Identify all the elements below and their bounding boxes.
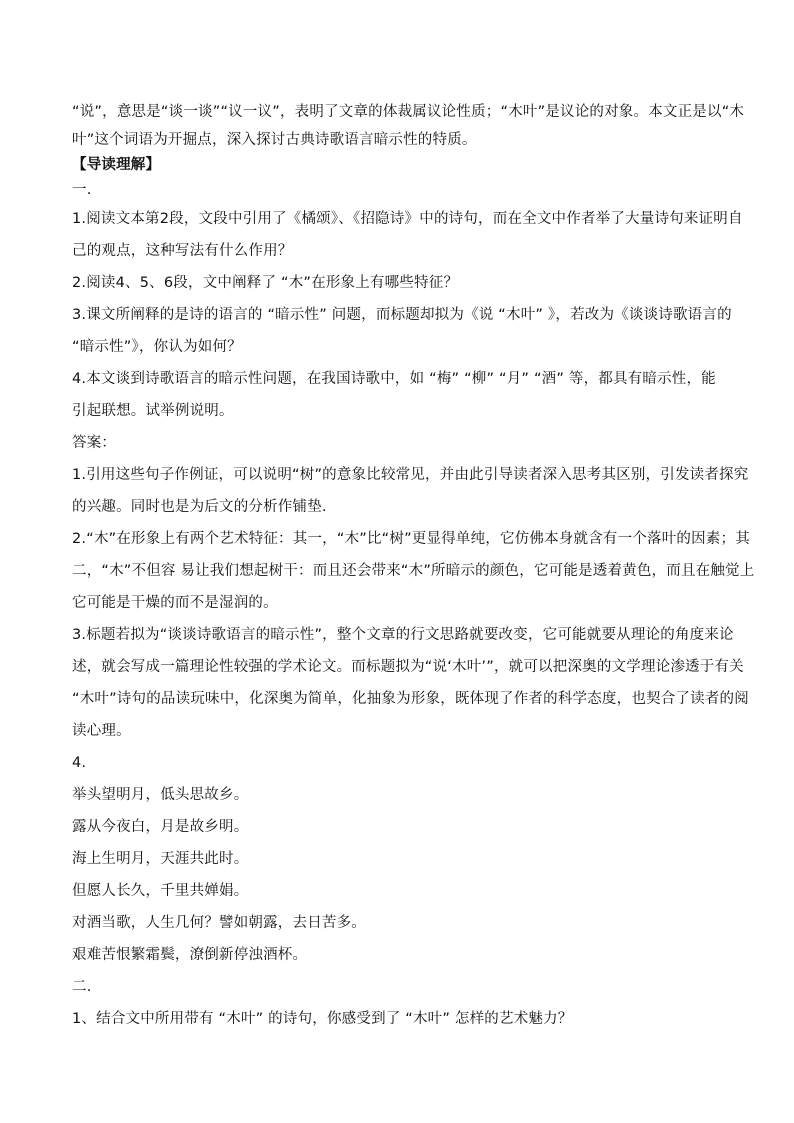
question-3-line-1: 3.课文所阐释的是诗的语言的 “暗示性” 问题，而标题却拟为《说 “木叶” 》，若改为《谈谈诗歌语言的 <box>72 307 732 323</box>
answer-3-line-4: 读心理。 <box>72 723 131 739</box>
answer-4-label: 4. <box>72 755 87 771</box>
part-two-label: 二. <box>72 979 92 995</box>
part-two-question-1: 1、结合文中所用带有 “木叶” 的诗句，你感受到了 “木叶” 怎样的艺术魅力？ <box>72 1011 573 1027</box>
answer-3-line-3: “木叶”诗句的品读玩味中，化深奥为简单，化抽象为形象，既体现了作者的科学态度，也契合了读者的阅 <box>72 691 749 707</box>
poem-line-6: 艰难苦恨繁霜鬓，潦倒新停浊酒杯。 <box>72 947 308 963</box>
document-body <box>72 96 755 1035</box>
poem-line-1: 举头望明月，低头思故乡。 <box>72 787 249 803</box>
question-1-line-2: 己的观点，这种写法有什么作用？ <box>72 243 293 259</box>
poem-line-2: 露从今夜白，月是故乡明。 <box>72 819 249 835</box>
answer-3-line-1: 3.标题若拟为“谈谈诗歌语言的暗示性”，整个文章的行文思路就要改变，它可能就要从理论的角度来论 <box>72 627 734 643</box>
question-3-line-2: “暗示性”》，你认为如何？ <box>72 339 242 355</box>
answer-1-line-2: 的兴趣。同时也是为后文的分析作铺垫. <box>72 499 327 515</box>
intro-line-2: 叶”这个词语为开掘点，深入探讨古典诗歌语言暗示性的特质。 <box>72 132 477 148</box>
poem-line-4: 但愿人长久，千里共婵娟。 <box>72 883 249 899</box>
answer-1-line-1: 1.引用这些句子作例证，可以说明“树”的意象比较常见，并由此引导读者深入思考其区别，引发读者探究 <box>72 467 749 483</box>
poem-line-5: 对酒当歌，人生几何？譬如朝露，去日苦多。 <box>72 915 366 931</box>
question-1-line-1: 1.阅读文本第2段，文段中引用了《橘颂》、《招隐诗》中的诗句，而在全文中作者举了大量诗句来证明自 <box>72 211 743 227</box>
question-4-line-2: 引起联想。试举例说明。 <box>72 403 234 419</box>
section-heading: 【导读理解】 <box>72 157 161 173</box>
intro-line-1: “说”，意思是“谈一谈”“议一议”，表明了文章的体裁属议论性质；“木叶”是议论的对象。本文正是以“木 <box>72 104 745 120</box>
question-4-line-1: 4.本文谈到诗歌语言的暗示性问题，在我国诗歌中，如 “梅” “柳” “月” “酒” 等，都具有暗示性，能 <box>72 371 716 387</box>
part-one-label: 一. <box>72 182 92 198</box>
answer-3-line-2: 述，就会写成一篇理论性较强的学术论文。而标题拟为“说‘木叶’”，就可以把深奥的文学理论渗透于有关 <box>72 659 744 675</box>
answer-label: 答案： <box>72 435 117 451</box>
answer-2-line-1: 2.“木”在形象上有两个艺术特征：其一，“木”比“树”更显得单纯，它仿佛本身就含有一个落叶的因素；其 <box>72 531 750 547</box>
poem-line-3: 海上生明月，天涯共此时。 <box>72 851 249 867</box>
question-2-line-1: 2.阅读4、5、6段，文中阐释了 “木”在形象上有哪些特征？ <box>72 275 459 291</box>
answer-2-line-2: 二，“木”不但容 易让我们想起树干：而且还会带来“木”所暗示的颜色，它可能是透着黄色，而且在触觉上 <box>72 563 755 579</box>
answer-2-line-3: 它可能是干燥的而不是湿润的。 <box>72 595 278 611</box>
